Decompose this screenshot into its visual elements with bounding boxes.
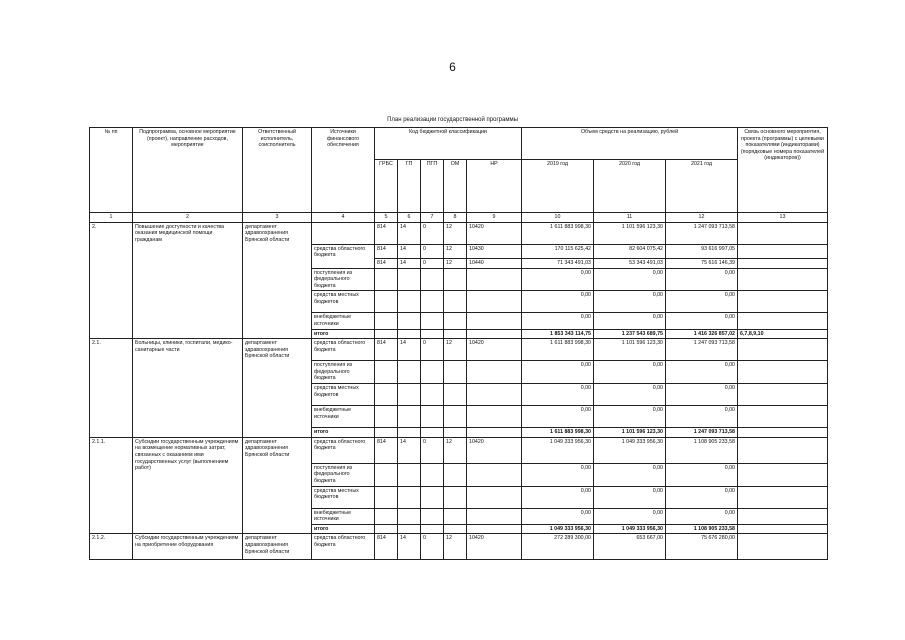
cell-col-9: 10420 [467,437,522,463]
cell-col-10: 1 853 343 114,75 [522,329,594,339]
cell-col-6: 14 [398,339,421,361]
cell-col-8: 12 [444,437,467,463]
cell-col-1: 2.1.2. [90,534,133,560]
header-om: ОМ [444,160,467,213]
cell-col-6 [398,329,421,339]
header-year-2019: 2019 год [522,160,594,213]
cell-col-4: внебюджетные источники [312,313,375,329]
cell-col-13 [738,524,828,534]
cell-col-4: итого [312,428,375,438]
cell-col-6 [398,463,421,486]
cell-col-10: 0,00 [522,313,594,329]
cell-col-13: 6,7,8,9,10 [738,329,828,339]
cell-col-11: 0,00 [594,384,666,406]
column-number: 3 [243,213,312,223]
cell-col-10: 0,00 [522,291,594,313]
column-number: 12 [666,213,738,223]
cell-col-7 [421,428,444,438]
cell-col-1: 2.1. [90,339,133,437]
column-number: 8 [444,213,467,223]
cell-col-7 [421,486,444,508]
cell-col-2: Повышение доступности и качества оказания медицинской помощи гражданам [133,222,243,339]
cell-col-11: 1 049 333 956,30 [594,437,666,463]
cell-col-7 [421,463,444,486]
cell-col-4: средства областного бюджета [312,339,375,361]
cell-col-10: 1 049 333 956,30 [522,437,594,463]
cell-col-10: 272 289 300,00 [522,534,594,560]
cell-col-9: 10440 [467,258,522,268]
cell-col-9 [467,268,522,291]
cell-col-6 [398,524,421,534]
cell-col-12: 0,00 [666,486,738,508]
cell-col-7 [421,361,444,384]
cell-col-12: 75 676 280,00 [666,534,738,560]
cell-col-7: 0 [421,339,444,361]
cell-col-5: 814 [375,244,398,258]
cell-col-12: 0,00 [666,361,738,384]
cell-col-8 [444,406,467,428]
cell-col-9: 10420 [467,222,522,244]
cell-col-4: итого [312,524,375,534]
column-number: 2 [133,213,243,223]
cell-col-10: 0,00 [522,508,594,524]
cell-col-4: средства местных бюджетов [312,291,375,313]
cell-col-7: 0 [421,437,444,463]
cell-col-13 [738,406,828,428]
cell-col-10: 0,00 [522,268,594,291]
cell-col-7 [421,524,444,534]
cell-col-11: 53 343 491,03 [594,258,666,268]
cell-col-10: 0,00 [522,384,594,406]
cell-col-13 [738,291,828,313]
cell-col-8 [444,268,467,291]
cell-col-4: средства областного бюджета [312,534,375,560]
cell-col-10: 71 343 491,03 [522,258,594,268]
cell-col-11: 653 667,00 [594,534,666,560]
cell-col-5 [375,361,398,384]
cell-col-7: 0 [421,258,444,268]
cell-col-5: 814 [375,534,398,560]
header-grbs: ГРБС [375,160,398,213]
header-num: № пп [90,128,133,213]
header-pgp: ПГП [421,160,444,213]
cell-col-7: 0 [421,244,444,258]
table-body [90,222,828,560]
cell-col-5: 814 [375,258,398,268]
cell-col-12: 1 247 093 713,58 [666,339,738,361]
table-row [90,222,828,244]
cell-col-10: 0,00 [522,486,594,508]
cell-col-2: Субсидии государственным учреждениям на возмещение нормативных затрат, связанных с оказанием ими государственных услуг (выполнением работ) [133,437,243,534]
document-title: План реализации государственной программы [387,117,518,123]
cell-col-7 [421,508,444,524]
cell-col-5 [375,384,398,406]
cell-col-12: 0,00 [666,268,738,291]
cell-col-4: средства местных бюджетов [312,486,375,508]
cell-col-8 [444,329,467,339]
cell-col-7 [421,384,444,406]
cell-col-3: департамент здравоохранения Брянской области [243,534,312,560]
cell-col-4: поступления из федерального бюджета [312,361,375,384]
cell-col-9 [467,313,522,329]
cell-col-5 [375,524,398,534]
cell-col-11: 1 101 596 123,30 [594,222,666,244]
cell-col-8 [444,508,467,524]
cell-col-12: 1 108 905 233,58 [666,524,738,534]
cell-col-8 [444,486,467,508]
cell-col-8: 12 [444,222,467,244]
cell-col-11: 0,00 [594,463,666,486]
cell-col-11: 0,00 [594,406,666,428]
cell-col-10: 170 115 625,42 [522,244,594,258]
header-responsible: Ответственный исполнитель, соисполнитель [243,128,312,213]
cell-col-9 [467,508,522,524]
cell-col-6 [398,486,421,508]
cell-col-2: Субсидии государственным учреждениям на приобретение оборудования [133,534,243,560]
cell-col-5: 814 [375,339,398,361]
cell-col-9 [467,406,522,428]
cell-col-10: 1 049 333 956,30 [522,524,594,534]
cell-col-8 [444,361,467,384]
cell-col-12: 0,00 [666,463,738,486]
cell-col-8 [444,463,467,486]
cell-col-13 [738,222,828,244]
program-plan-table [89,127,828,560]
cell-col-10: 1 611 883 998,30 [522,222,594,244]
cell-col-1: 2.1.1. [90,437,133,534]
cell-col-12: 1 247 093 713,58 [666,222,738,244]
column-number: 10 [522,213,594,223]
cell-col-13 [738,258,828,268]
cell-col-13 [738,428,828,438]
cell-col-6 [398,406,421,428]
cell-col-9 [467,524,522,534]
cell-col-11: 0,00 [594,313,666,329]
cell-col-4: итого [312,329,375,339]
cell-col-8 [444,524,467,534]
column-number: 7 [421,213,444,223]
cell-col-6: 14 [398,437,421,463]
cell-col-9 [467,329,522,339]
cell-col-5 [375,406,398,428]
cell-col-12: 0,00 [666,313,738,329]
cell-col-8 [444,428,467,438]
cell-col-5 [375,508,398,524]
cell-col-1: 2. [90,222,133,339]
cell-col-7 [421,268,444,291]
cell-col-13 [738,534,828,560]
cell-col-13 [738,268,828,291]
cell-col-11: 1 237 543 689,75 [594,329,666,339]
cell-col-7 [421,313,444,329]
cell-col-6 [398,291,421,313]
cell-col-9 [467,428,522,438]
cell-col-5 [375,291,398,313]
table-row [90,339,828,361]
cell-col-8: 12 [444,258,467,268]
cell-col-11: 0,00 [594,486,666,508]
cell-col-6 [398,268,421,291]
cell-col-7 [421,329,444,339]
cell-col-13 [738,486,828,508]
header-gp: ГП [398,160,421,213]
cell-col-5 [375,268,398,291]
cell-col-9 [467,486,522,508]
table-row [90,437,828,463]
cell-col-8 [444,313,467,329]
cell-col-10: 0,00 [522,463,594,486]
cell-col-13 [738,508,828,524]
cell-col-6: 14 [398,258,421,268]
cell-col-6: 14 [398,534,421,560]
column-number: 1 [90,213,133,223]
header-volume: Объем средств на реализацию, рублей [522,128,738,160]
cell-col-6 [398,313,421,329]
cell-col-6 [398,384,421,406]
header-budget-code: Код бюджетной классификации [375,128,522,160]
cell-col-13 [738,384,828,406]
cell-col-9 [467,384,522,406]
cell-col-8: 12 [444,339,467,361]
cell-col-11: 0,00 [594,508,666,524]
header-np: НР [467,160,522,213]
cell-col-5 [375,463,398,486]
column-number: 6 [398,213,421,223]
cell-col-5: 814 [375,222,398,244]
cell-col-9 [467,463,522,486]
cell-col-13 [738,244,828,258]
column-number: 5 [375,213,398,223]
cell-col-6 [398,428,421,438]
cell-col-7 [421,406,444,428]
column-number: 4 [312,213,375,223]
cell-col-6 [398,361,421,384]
cell-col-10: 0,00 [522,406,594,428]
column-number: 9 [467,213,522,223]
cell-col-12: 0,00 [666,406,738,428]
header-program: Подпрограмма, основное мероприятие (проект), направление расходов, мероприятие [133,128,243,213]
cell-col-12: 75 616 146,39 [666,258,738,268]
header-year-2021: 2021 год [666,160,738,213]
cell-col-11: 1 101 596 123,30 [594,339,666,361]
cell-col-9: 10420 [467,339,522,361]
cell-col-11: 1 049 333 956,30 [594,524,666,534]
cell-col-12: 0,00 [666,291,738,313]
cell-col-5 [375,329,398,339]
cell-col-3: департамент здравоохранения Брянской области [243,222,312,339]
cell-col-13 [738,361,828,384]
cell-col-12: 1 416 326 857,02 [666,329,738,339]
cell-col-4 [312,222,375,244]
table-row [90,534,828,560]
cell-col-4: средства местных бюджетов [312,384,375,406]
cell-col-12: 1 108 905 233,58 [666,437,738,463]
cell-col-5: 814 [375,437,398,463]
column-number: 11 [594,213,666,223]
cell-col-11: 0,00 [594,361,666,384]
cell-col-12: 0,00 [666,508,738,524]
cell-col-12: 93 616 997,05 [666,244,738,258]
cell-col-6: 14 [398,222,421,244]
cell-col-13 [738,437,828,463]
cell-col-8: 12 [444,244,467,258]
cell-col-7: 0 [421,534,444,560]
cell-col-8 [444,384,467,406]
cell-col-3: департамент здравоохранения Брянской области [243,437,312,534]
cell-col-4: средства областного бюджета [312,244,375,268]
cell-col-4: поступления из федерального бюджета [312,268,375,291]
cell-col-4: внебюджетные источники [312,406,375,428]
cell-col-9: 10420 [467,534,522,560]
cell-col-4: поступления из федерального бюджета [312,463,375,486]
cell-col-3: департамент здравоохранения Брянской области [243,339,312,437]
cell-col-10: 1 611 883 998,30 [522,339,594,361]
cell-col-11: 0,00 [594,268,666,291]
cell-col-2: Больницы, клиники, госпитали, медико-санитарные части [133,339,243,437]
cell-col-13 [738,463,828,486]
header-link: Связь основного мероприятия, проекта (программы) с целевыми показателями (индикаторами) (порядковые номера показателей (индикаторов)) [738,128,828,213]
cell-col-8: 12 [444,534,467,560]
cell-col-12: 0,00 [666,384,738,406]
cell-col-7 [421,291,444,313]
cell-col-6 [398,508,421,524]
cell-col-13 [738,339,828,361]
cell-col-8 [444,291,467,313]
column-numbers-row [90,213,828,223]
header-year-2020: 2020 год [594,160,666,213]
cell-col-13 [738,313,828,329]
cell-col-11: 82 604 075,42 [594,244,666,258]
cell-col-9 [467,291,522,313]
cell-col-5 [375,486,398,508]
cell-col-10: 0,00 [522,361,594,384]
cell-col-9: 10430 [467,244,522,258]
cell-col-4: средства областного бюджета [312,437,375,463]
cell-col-7: 0 [421,222,444,244]
cell-col-4: внебюджетные источники [312,508,375,524]
page-number: 6 [449,60,456,74]
cell-col-12: 1 247 093 713,58 [666,428,738,438]
column-number: 13 [738,213,828,223]
cell-col-6: 14 [398,244,421,258]
cell-col-5 [375,428,398,438]
cell-col-10: 1 611 883 998,30 [522,428,594,438]
cell-col-11: 1 101 596 123,30 [594,428,666,438]
cell-col-5 [375,313,398,329]
header-sources: Источники финансового обеспечения [312,128,375,213]
cell-col-11: 0,00 [594,291,666,313]
cell-col-9 [467,361,522,384]
